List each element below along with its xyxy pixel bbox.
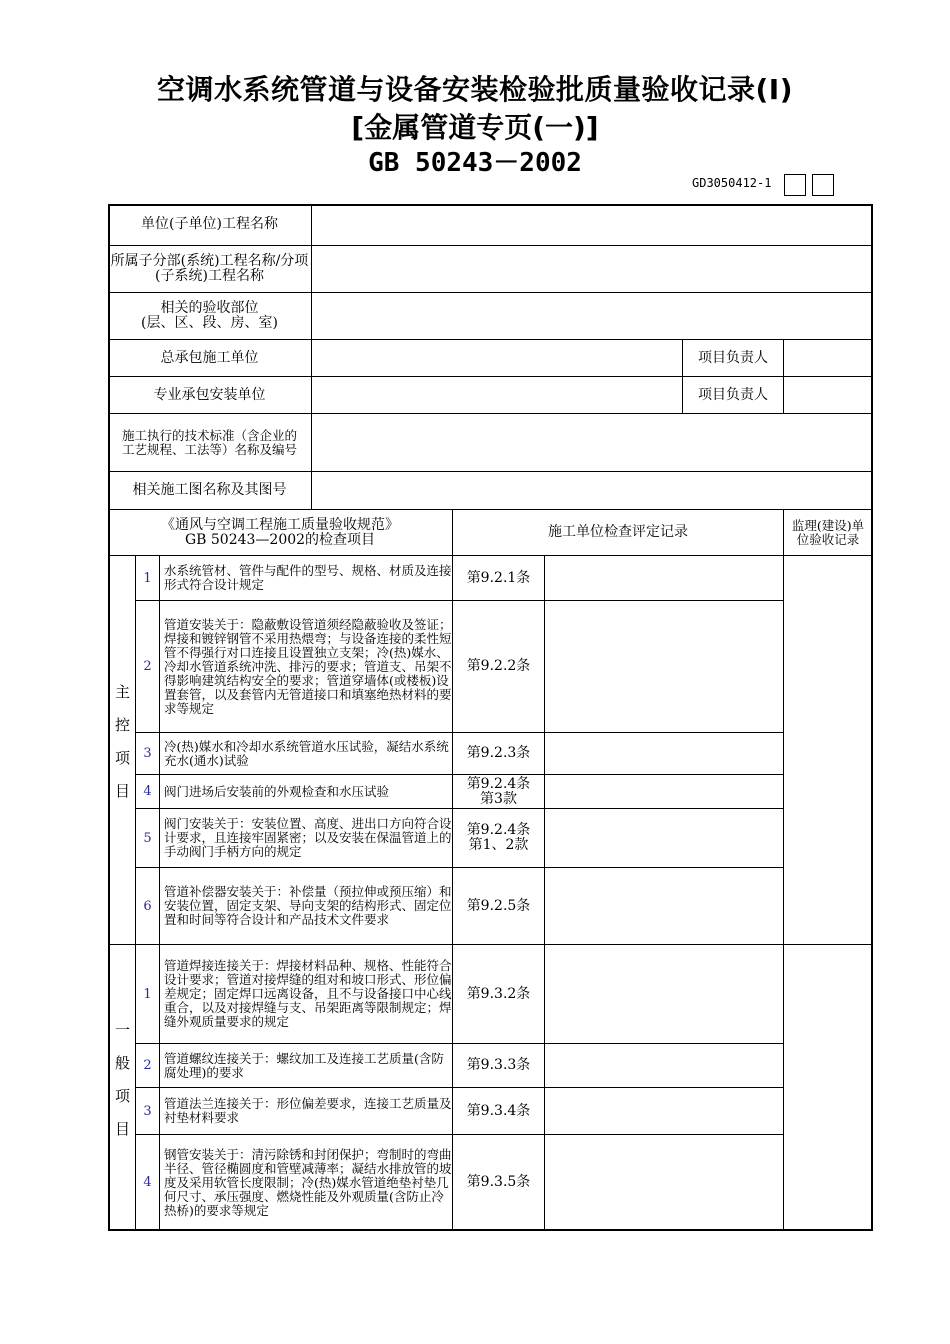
main-item-record-field[interactable] bbox=[545, 556, 784, 601]
general-category-label: 一般项目 bbox=[108, 945, 136, 1231]
general-item-number: 3 bbox=[136, 1088, 160, 1135]
general-item-number: 2 bbox=[136, 1044, 160, 1088]
form-title: 空调水系统管道与设备安装检验批质量验收记录(Ⅰ) bbox=[156, 73, 793, 106]
general-item-text: 管道焊接连接关于：焊接材料品种、规格、性能符合设计要求；管道对接焊缝的组对和坡口形式、形位偏差规定；固定焊口远离设备，且不与设备接口中心线重合，以及对接焊缝与支、吊架距离等限制规定；焊缝外观质量要求的规定 bbox=[160, 945, 453, 1044]
main-supervision-field[interactable] bbox=[784, 556, 873, 945]
general-item-text: 钢管安装关于：清污除锈和封闭保护；弯制时的弯曲半径、管径椭圆度和管壁减薄率；凝结水排放管的坡度及采用软管长度限制；冷(热)媒水管道绝垫衬垫几何尺寸、承压强度、燃烧性能及外观质量(含防止冷热桥)的要求等规定 bbox=[160, 1135, 453, 1231]
main-item-clause: 第9.2.5条 bbox=[453, 868, 545, 945]
general-item-clause: 第9.3.3条 bbox=[453, 1044, 545, 1088]
main-item-clause: 第9.2.2条 bbox=[453, 601, 545, 733]
main-item-record-field[interactable] bbox=[545, 601, 784, 733]
label-location bbox=[108, 293, 312, 340]
general-item-text: 管道法兰连接关于：形位偏差要求，连接工艺质量及衬垫材料要求 bbox=[160, 1088, 453, 1135]
label-installer-manager: 项目负责人 bbox=[683, 377, 784, 414]
main-item-number: 3 bbox=[136, 733, 160, 775]
main-item-text: 冷(热)媒水和冷却水系统管道水压试验，凝结水系统充水(通水)试验 bbox=[160, 733, 453, 775]
label-contractor: 总承包施工单位 bbox=[108, 340, 312, 377]
main-item-number: 1 bbox=[136, 556, 160, 601]
form-code: GD3050412-1 bbox=[692, 176, 772, 190]
general-item-text: 管道螺纹连接关于：螺纹加工及连接工艺质量(含防腐处理)的要求 bbox=[160, 1044, 453, 1088]
header-record: 施工单位检查评定记录 bbox=[453, 510, 784, 556]
code-box-2[interactable] bbox=[812, 174, 834, 196]
general-item-record-field[interactable] bbox=[545, 1135, 784, 1231]
contractor-manager-field[interactable] bbox=[784, 340, 873, 377]
sub-project-field[interactable] bbox=[312, 246, 873, 293]
main-item-record-field[interactable] bbox=[545, 868, 784, 945]
general-item-number: 1 bbox=[136, 945, 160, 1044]
location-line-1: 相关的验收部位 bbox=[160, 300, 259, 316]
main-item-clause: 第9.2.3条 bbox=[453, 733, 545, 775]
general-item-number: 4 bbox=[136, 1135, 160, 1231]
label-standard: 施工执行的技术标准（含企业的工艺规程、工法等）名称及编号 bbox=[108, 414, 312, 472]
main-item-clause: 第9.2.4条第1、2款 bbox=[453, 809, 545, 868]
main-item-number: 5 bbox=[136, 809, 160, 868]
location-line-2: (层、区、段、房、室) bbox=[141, 315, 278, 331]
location-field[interactable] bbox=[312, 293, 873, 340]
main-item-text: 阀门安装关于：安装位置、高度、进出口方向符合设计要求，且连接牢固紧密；以及安装在保温管道上的手动阀门手柄方向的规定 bbox=[160, 809, 453, 868]
drawings-field[interactable] bbox=[312, 472, 873, 510]
form-subtitle: [金属管道专页(一)] bbox=[351, 111, 599, 144]
label-unit-project: 单位(子单位)工程名称 bbox=[108, 204, 312, 246]
general-item-record-field[interactable] bbox=[545, 1044, 784, 1088]
main-item-text: 管道补偿器安装关于：补偿量（预拉伸或预压缩）和安装位置，固定支架、导向支架的结构形式、固定位置和时间等符合设计和产品技术文件要求 bbox=[160, 868, 453, 945]
main-item-text: 水系统管材、管件与配件的型号、规格、材质及连接形式符合设计规定 bbox=[160, 556, 453, 601]
label-drawings: 相关施工图名称及其图号 bbox=[108, 472, 312, 510]
main-item-text: 管道安装关于：隐蔽敷设管道须经隐蔽验收及签证；焊接和镀锌钢管不采用热煨弯；与设备连接的柔性短管不得强行对口连接且设置独立支架；冷(热)媒水、冷却水管道系统冲洗、排污的要求；管道支、吊架不得影响建筑结构安全的要求；管道穿墙体(或楼板)设置套管，以及套管内无管道接口和填塞绝热材料的要求等规定 bbox=[160, 601, 453, 733]
general-item-clause: 第9.3.4条 bbox=[453, 1088, 545, 1135]
label-installer: 专业承包安装单位 bbox=[108, 377, 312, 414]
form-standard: GB 50243－2002 bbox=[368, 148, 582, 178]
spec-line-2: GB 50243—2002的检查项目 bbox=[184, 531, 376, 548]
contractor-field[interactable] bbox=[312, 340, 683, 377]
header-spec bbox=[108, 510, 453, 556]
main-item-record-field[interactable] bbox=[545, 809, 784, 868]
general-item-record-field[interactable] bbox=[545, 945, 784, 1044]
installer-field[interactable] bbox=[312, 377, 683, 414]
main-item-number: 6 bbox=[136, 868, 160, 945]
main-category-label: 主控项目 bbox=[108, 556, 136, 945]
spec-line-1: 《通风与空调工程施工质量验收规范》 bbox=[161, 516, 399, 533]
main-item-record-field[interactable] bbox=[545, 733, 784, 775]
main-item-clause: 第9.2.1条 bbox=[453, 556, 545, 601]
main-item-clause: 第9.2.4条第3款 bbox=[453, 775, 545, 809]
main-item-text: 阀门进场后安装前的外观检查和水压试验 bbox=[160, 775, 453, 809]
standard-field[interactable] bbox=[312, 414, 873, 472]
label-sub-project: 所属子分部(系统)工程名称/分项(子系统)工程名称 bbox=[108, 246, 312, 293]
unit-project-field[interactable] bbox=[312, 204, 873, 246]
general-supervision-field[interactable] bbox=[784, 945, 873, 1231]
main-item-number: 2 bbox=[136, 601, 160, 733]
main-item-number: 4 bbox=[136, 775, 160, 809]
label-contractor-manager: 项目负责人 bbox=[683, 340, 784, 377]
code-box-1[interactable] bbox=[784, 174, 806, 196]
general-item-clause: 第9.3.5条 bbox=[453, 1135, 545, 1231]
installer-manager-field[interactable] bbox=[784, 377, 873, 414]
general-item-record-field[interactable] bbox=[545, 1088, 784, 1135]
main-item-record-field[interactable] bbox=[545, 775, 784, 809]
general-item-clause: 第9.3.2条 bbox=[453, 945, 545, 1044]
header-supervision: 监理(建设)单位验收记录 bbox=[784, 510, 873, 556]
